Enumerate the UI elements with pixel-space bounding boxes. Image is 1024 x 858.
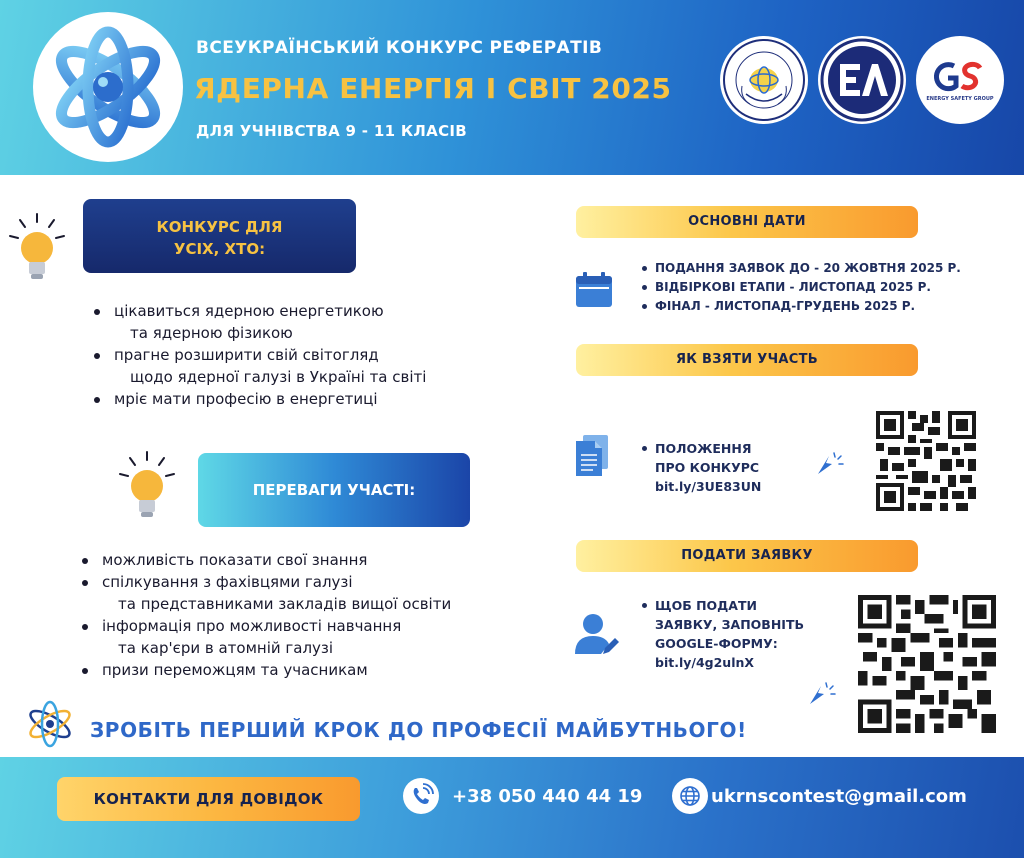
contacts-label: КОНТАКТИ ДЛЯ ДОВІДОК [57, 777, 360, 821]
rules-line2: ПРО КОНКУРС [655, 460, 760, 475]
contest-for-box [83, 199, 356, 273]
contest-for-line1: КОНКУРС ДЛЯ [156, 218, 283, 236]
rules-qr-code[interactable] [876, 411, 976, 511]
ukrainian-nuclear-society-logo [720, 36, 808, 124]
list-item: можливість показати свої знання [102, 549, 451, 571]
document-icon [575, 435, 609, 477]
apply-link[interactable]: bit.ly/4g2ulnX [655, 655, 755, 670]
target-audience: ДЛЯ УЧНІВСТВА 9 - 11 КЛАСІВ [196, 122, 468, 140]
list-item: ПОДАННЯ ЗАЯВОК ДО - 20 ЖОВТНЯ 2025 Р. [655, 259, 961, 278]
cursor-click-icon [806, 680, 838, 708]
list-item: призи переможцям та учасникам [102, 659, 451, 681]
ea-logo [818, 36, 906, 124]
list-item: прагне розширити свій світогляд щодо ядерної галузі в Україні та світі [114, 344, 426, 388]
energy-safety-group-logo [916, 36, 1004, 124]
contest-name: ЯДЕРНА ЕНЕРГІЯ І СВІТ 2025 [194, 72, 672, 105]
contest-title: ВСЕУКРАЇНСЬКИЙ КОНКУРС РЕФЕРАТІВ [196, 38, 603, 58]
list-item: цікавиться ядерною енергетикою та ядерною фізикою [114, 300, 426, 344]
lightbulb-icon [118, 450, 176, 522]
rules-line1: ПОЛОЖЕННЯ [655, 441, 752, 456]
lightbulb-icon [8, 212, 66, 284]
apply-line1: ЩОБ ПОДАТИ [655, 598, 757, 613]
contest-for-line2: УСІХ, ХТО: [173, 240, 266, 258]
list-item: ФІНАЛ - ЛИСТОПАД-ГРУДЕНЬ 2025 Р. [655, 297, 961, 316]
apply-line3: GOOGLE-ФОРМУ: [655, 636, 778, 651]
apply-line2: ЗАЯВКУ, ЗАПОВНІТЬ [655, 617, 804, 632]
atom-icon [24, 698, 76, 750]
benefits-box: ПЕРЕВАГИ УЧАСТІ: [198, 453, 470, 527]
audience-list [114, 300, 426, 410]
web-icon-badge [672, 778, 708, 814]
phone-icon [403, 778, 439, 814]
atom-logo [33, 12, 183, 162]
dates-list [655, 259, 961, 316]
cursor-click-icon [814, 450, 846, 478]
benefits-list [102, 549, 451, 681]
phone-icon-badge [403, 778, 439, 814]
dates-heading: ОСНОВНІ ДАТИ [576, 206, 918, 238]
list-item: мріє мати професію в енергетиці [114, 388, 426, 410]
list-item: спілкування з фахівцями галузі та представниками закладів вищої освіти [102, 571, 451, 615]
nuclear-society-emblem-icon [720, 36, 808, 124]
rules-block [655, 439, 761, 496]
user-edit-icon [575, 612, 619, 656]
globe-icon [672, 778, 708, 814]
ea-emblem-icon [818, 36, 906, 124]
calendar-icon [575, 272, 613, 308]
slogan: ЗРОБІТЬ ПЕРШИЙ КРОК ДО ПРОФЕСІЇ МАЙБУТНЬОГО! [90, 718, 747, 742]
apply-block [655, 596, 804, 672]
rules-link[interactable]: bit.ly/3UE83UN [655, 479, 762, 494]
apply-heading: ПОДАТИ ЗАЯВКУ [576, 540, 918, 572]
apply-qr-code[interactable] [858, 595, 996, 733]
atom-icon [33, 12, 183, 162]
email-address[interactable]: ukrnscontest@gmail.com [711, 786, 967, 807]
list-item: ВІДБІРКОВІ ЕТАПИ - ЛИСТОПАД 2025 Р. [655, 278, 961, 297]
esg-emblem-icon [916, 36, 1004, 124]
list-item: інформація про можливості навчання та кар'єри в атомній галузі [102, 615, 451, 659]
esg-caption: ENERGY SAFETY GROUP [926, 96, 994, 102]
phone-number[interactable]: +38 050 440 44 19 [452, 786, 643, 807]
participate-heading: ЯК ВЗЯТИ УЧАСТЬ [576, 344, 918, 376]
